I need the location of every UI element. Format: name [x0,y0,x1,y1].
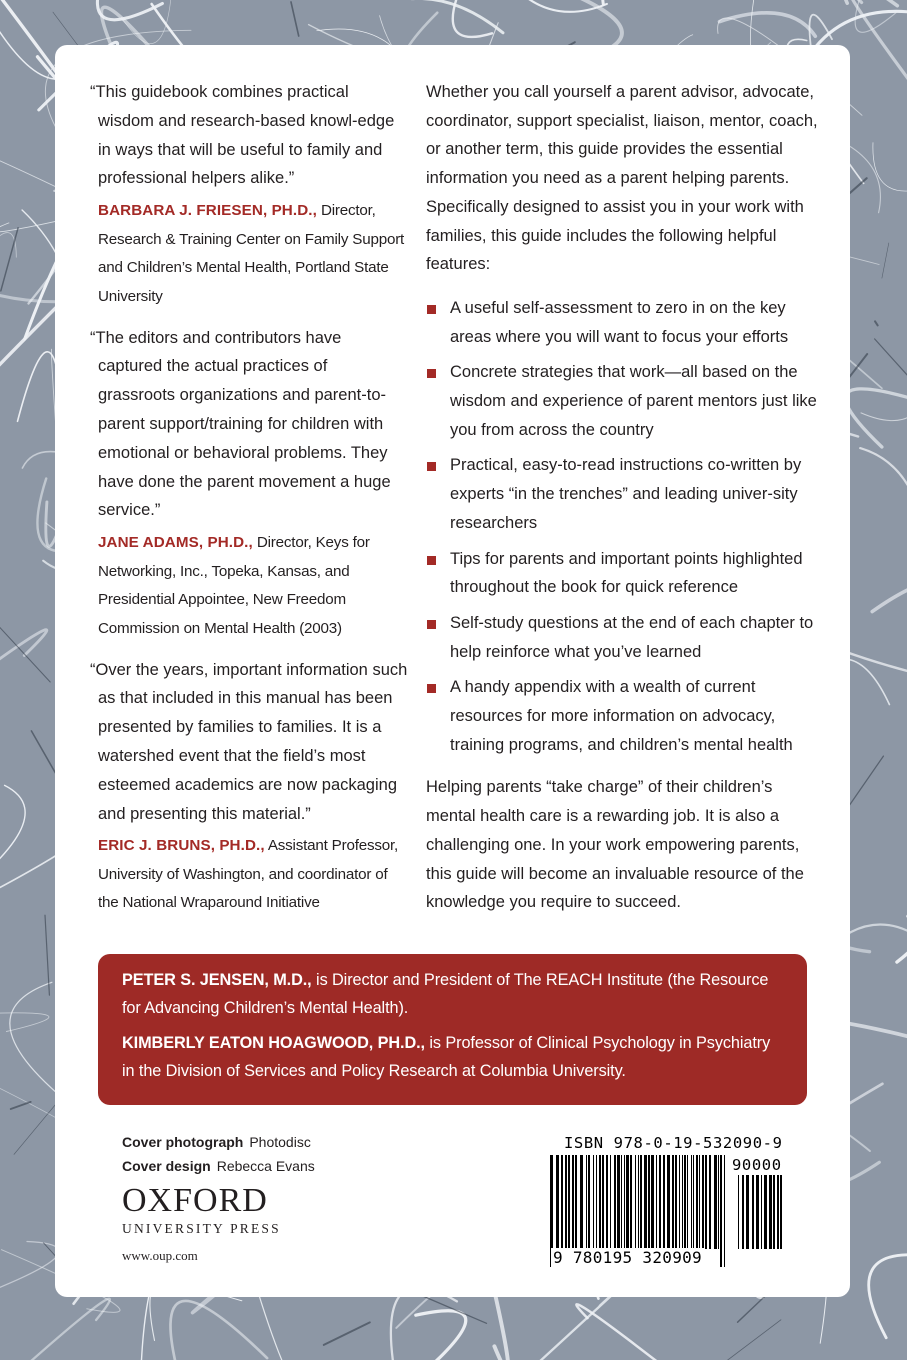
endorser-name-1: BARBARA J. FRIESEN, PH.D., [98,202,317,220]
endorser-affiliation-1: Director, Research & Training Center on Family Support and Children’s Mental Health, Portland State University [98,202,405,305]
barcode-digits: 9 780195 320909 [553,1248,702,1267]
feature-item: A handy appendix with a wealth of current resources for more information on advocacy, training programs, and children’s mental health [426,673,826,759]
bullet-square-icon [427,620,436,629]
endorser-affiliation-2: Director, Keys for Networking, Inc., Topeka, Kansas, and Presidential Appointee, New Freedom Commission on Mental Health (2003) [98,534,370,637]
bullet-square-icon [427,462,436,471]
publisher-name: OXFORD [122,1182,268,1219]
endorsement-quote-1: “This guidebook combines practical wisdom and research-based knowl-edge in ways that will be useful to family and professional helpers alike.” [90,83,395,188]
credit-design: Cover design Rebecca Evans [122,1158,315,1174]
feature-list [426,294,826,760]
cover-credits [122,1130,315,1178]
publisher-logo [122,1183,322,1239]
endorsement-quote-2: “The editors and contributors have captured the actual practices of grassroots organizations and parent-to-parent support/training for children with emotional or behavioral problems. They have done the parent movement a huge service.” [90,328,391,520]
isbn-label: ISBN 978-0-19-532090-9 [564,1134,783,1152]
feature-item: A useful self-assessment to zero in on the key areas where you will want to focus your efforts [426,294,826,351]
feature-item: Self-study questions at the end of each chapter to help reinforce what you’ve learned [426,609,826,666]
editor-name-1: PETER S. JENSEN, M.D., [122,971,312,989]
publisher-url[interactable]: www.oup.com [122,1248,198,1263]
editor-name-2: KIMBERLY EATON HOAGWOOD, PH.D., [122,1034,425,1052]
endorsement-attribution-3 [98,832,408,918]
publisher-subtitle: UNIVERSITY PRESS [122,1221,281,1236]
price-code: 90000 [732,1156,782,1174]
feature-item: Concrete strategies that work—all based on the wisdom and experience of parent mentors just like you from across the country [426,358,826,444]
credit-photo: Cover photograph Photodisc [122,1134,311,1150]
editor-bio-text-1: is Director and President of The REACH Institute (the Resource for Advancing Children’s Mental Health). [122,971,769,1017]
endorsement-attribution-2 [98,529,408,643]
editor-bio-text-2: is Professor of Clinical Psychology in Psychiatry in the Division of Services and Policy Research at Columbia University. [122,1034,771,1080]
editor-bios-box [98,954,807,1105]
endorser-name-2: JANE ADAMS, PH.D., [98,534,253,552]
price-barcode [737,1175,785,1267]
endorser-affiliation-3: Assistant Professor, University of Washington, and coordinator of the National Wraparound Initiative [98,837,399,912]
description-column [426,78,826,917]
bullet-square-icon [427,684,436,693]
editor-bio-1 [122,967,783,1022]
bullet-square-icon [427,369,436,378]
endorser-name-3: ERIC J. BRUNS, PH.D., [98,837,265,855]
endorsements-column [90,78,408,930]
endorsement-attribution-1 [98,197,408,311]
endorsement-quote-3: “Over the years, important information such as that included in this manual has been presented by families to families. It is a watershed event that the field’s most esteemed academics are now packaging and presenting this material.” [90,660,408,823]
description-closing: Helping parents “take charge” of their children’s mental health care is a rewarding job. It is also a challenging one. In your work empowering parents, this guide will become an invaluable resource of the knowledge you require to succeed. [426,778,804,912]
bullet-square-icon [427,305,436,314]
description-intro: Whether you call yourself a parent advisor, advocate, coordinator, support specialist, liaison, mentor, coach, or another term, this guide provides the essential information you need as a parent helping parents. Specifically designed to assist you in your work with families, this guide includes the following helpful features: [426,83,818,274]
bullet-square-icon [427,556,436,565]
feature-item: Tips for parents and important points highlighted throughout the book for quick reference [426,545,826,602]
feature-item: Practical, easy-to-read instructions co-written by experts “in the trenches” and leading univer-sity researchers [426,451,826,537]
editor-bio-2 [122,1030,783,1085]
